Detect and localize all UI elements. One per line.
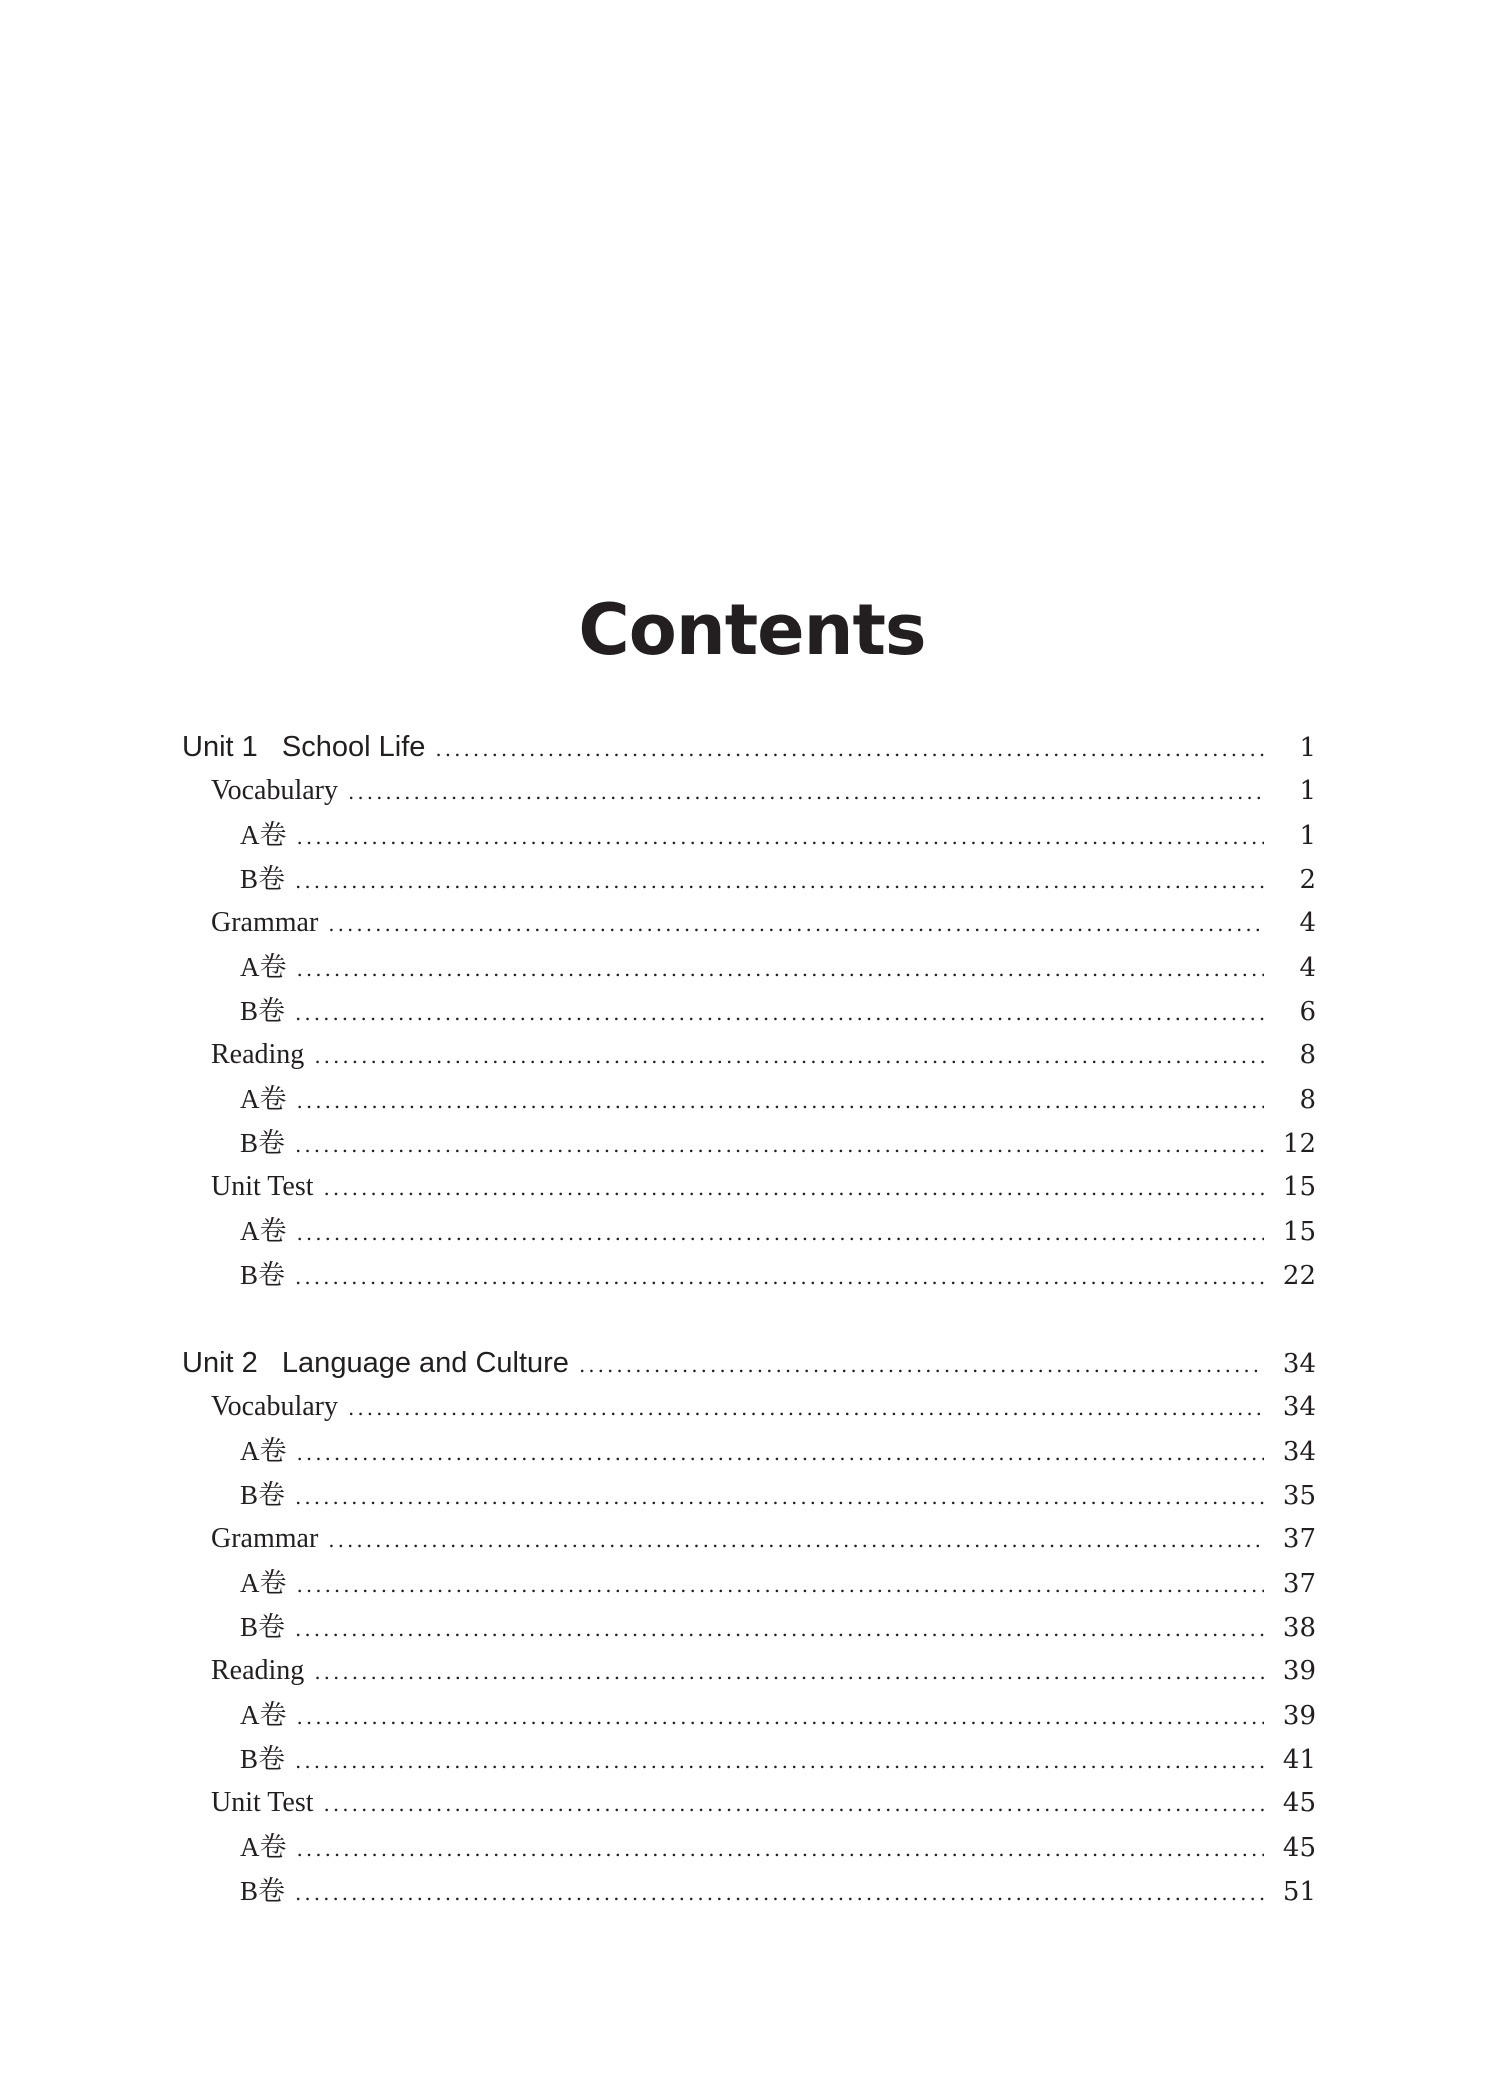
toc-page-number: 37 [1282, 1569, 1316, 1599]
toc-entry-label: Reading [211, 1039, 305, 1070]
toc-entry-label: Vocabulary [211, 775, 338, 806]
toc-paper-entry[interactable] [182, 1429, 1316, 1473]
toc-page-number: 39 [1282, 1656, 1316, 1686]
toc-entry-label: B卷 [240, 1612, 286, 1642]
toc-page-number: 8 [1299, 1040, 1316, 1070]
toc-section-entry[interactable] [182, 1649, 1316, 1693]
dot-leader [297, 1563, 1265, 1607]
toc-paper-entry[interactable] [182, 1253, 1316, 1297]
toc-page-number: 2 [1299, 865, 1316, 895]
toc-paper-entry[interactable] [182, 1209, 1316, 1253]
toc-page-number: 37 [1282, 1524, 1316, 1554]
toc-page-number: 34 [1282, 1437, 1316, 1467]
toc-section-entry[interactable] [182, 1033, 1316, 1077]
toc-page-number: 22 [1282, 1261, 1316, 1291]
toc-entry-label: Unit Test [211, 1787, 314, 1818]
toc-page-number: 12 [1282, 1129, 1316, 1159]
toc-entry-label: A卷 [240, 820, 287, 850]
dot-leader [348, 770, 1264, 814]
dot-leader [314, 1650, 1264, 1694]
toc-entry-label: B卷 [240, 864, 286, 894]
toc-entry-label: Reading [211, 1655, 305, 1686]
toc-paper-entry[interactable] [182, 989, 1316, 1033]
toc-page-number: 4 [1299, 908, 1316, 938]
page-title: Contents [578, 588, 926, 671]
toc-section-entry[interactable] [182, 1781, 1316, 1825]
dot-leader [297, 1431, 1265, 1475]
dot-leader [295, 1871, 1264, 1915]
toc-paper-entry[interactable] [182, 1561, 1316, 1605]
toc-page-number: 45 [1282, 1833, 1316, 1863]
toc-paper-entry[interactable] [182, 1121, 1316, 1165]
toc-paper-entry[interactable] [182, 1737, 1316, 1781]
toc-page-number: 35 [1282, 1481, 1316, 1511]
toc-paper-entry[interactable] [182, 1473, 1316, 1517]
dot-leader [348, 1386, 1264, 1430]
toc-paper-entry[interactable] [182, 1077, 1316, 1121]
dot-leader [295, 1739, 1264, 1783]
toc-entry-label: B卷 [240, 1480, 286, 1510]
toc-page-number: 45 [1282, 1788, 1316, 1818]
unit-2-block [182, 1341, 1316, 1913]
dot-leader [295, 859, 1264, 903]
toc-page-number: 34 [1282, 1392, 1316, 1422]
toc-unit-heading[interactable] [182, 1341, 1316, 1385]
toc-entry-label: B卷 [240, 996, 286, 1026]
toc-section-entry[interactable] [182, 901, 1316, 945]
toc-entry-label: B卷 [240, 1876, 286, 1906]
toc-entry-label: A卷 [240, 1216, 287, 1246]
dot-leader [297, 947, 1265, 991]
toc-paper-entry[interactable] [182, 1869, 1316, 1913]
toc-page-number: 4 [1299, 953, 1316, 983]
toc-entry-label: Vocabulary [211, 1391, 338, 1422]
toc-entry-label: B卷 [240, 1128, 286, 1158]
dot-leader [295, 1123, 1264, 1167]
toc-paper-entry[interactable] [182, 813, 1316, 857]
toc-page-number: 6 [1299, 997, 1316, 1027]
dot-leader [328, 1518, 1264, 1562]
toc-entry-label: Unit 1 School Life [182, 731, 426, 763]
toc-entry-label: A卷 [240, 1700, 287, 1730]
toc-section-entry[interactable] [182, 769, 1316, 813]
dot-leader [297, 1211, 1265, 1255]
dot-leader [328, 902, 1264, 946]
table-of-contents [182, 725, 1316, 1913]
toc-paper-entry[interactable] [182, 1693, 1316, 1737]
dot-leader [297, 1827, 1265, 1871]
toc-entry-label: A卷 [240, 1568, 287, 1598]
toc-page-number: 1 [1299, 733, 1316, 763]
toc-page-number: 34 [1282, 1349, 1316, 1379]
toc-entry-label: Unit 2 Language and Culture [182, 1347, 569, 1379]
toc-entry-label: B卷 [240, 1744, 286, 1774]
toc-page-number: 38 [1282, 1613, 1316, 1643]
toc-entry-label: B卷 [240, 1260, 286, 1290]
toc-page-number: 1 [1299, 821, 1316, 851]
toc-page-number: 39 [1282, 1701, 1316, 1731]
dot-leader [297, 1079, 1265, 1123]
toc-paper-entry[interactable] [182, 945, 1316, 989]
dot-leader [297, 1695, 1265, 1739]
dot-leader [324, 1782, 1264, 1826]
dot-leader [297, 815, 1265, 859]
toc-entry-label: A卷 [240, 1084, 287, 1114]
toc-paper-entry[interactable] [182, 857, 1316, 901]
toc-paper-entry[interactable] [182, 1825, 1316, 1869]
toc-entry-label: A卷 [240, 952, 287, 982]
toc-unit-heading[interactable] [182, 725, 1316, 769]
toc-section-entry[interactable] [182, 1165, 1316, 1209]
dot-leader [314, 1034, 1264, 1078]
dot-leader [435, 727, 1264, 771]
toc-section-entry[interactable] [182, 1385, 1316, 1429]
toc-page-number: 1 [1299, 776, 1316, 806]
toc-page-number: 51 [1282, 1877, 1316, 1907]
toc-entry-label: A卷 [240, 1436, 287, 1466]
toc-page-number: 41 [1282, 1745, 1316, 1775]
dot-leader [295, 991, 1264, 1035]
toc-entry-label: Unit Test [211, 1171, 314, 1202]
toc-entry-label: A卷 [240, 1832, 287, 1862]
toc-entry-label: Grammar [211, 907, 319, 938]
toc-page-number: 15 [1282, 1217, 1316, 1247]
toc-page-number: 8 [1299, 1085, 1316, 1115]
toc-section-entry[interactable] [182, 1517, 1316, 1561]
dot-leader [295, 1255, 1264, 1299]
dot-leader [324, 1166, 1264, 1210]
dot-leader [579, 1343, 1264, 1387]
unit-1-block [182, 725, 1316, 1297]
toc-entry-label: Grammar [211, 1523, 319, 1554]
toc-page-number: 15 [1282, 1172, 1316, 1202]
dot-leader [295, 1607, 1264, 1651]
toc-paper-entry[interactable] [182, 1605, 1316, 1649]
dot-leader [295, 1475, 1264, 1519]
